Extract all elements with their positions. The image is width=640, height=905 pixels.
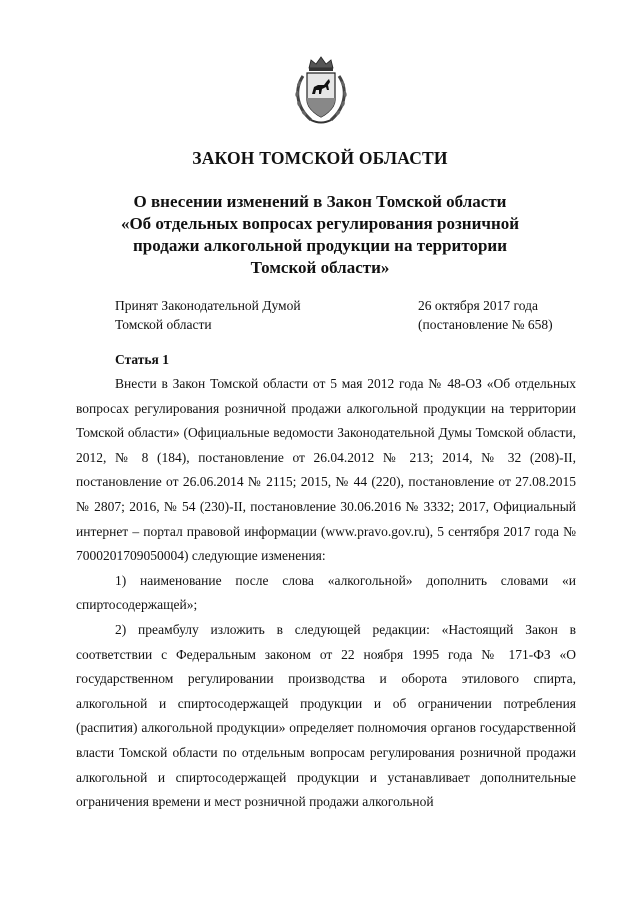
tomsk-region-coat-of-arms-icon	[291, 54, 351, 128]
paragraph: Внести в Закон Томской области от 5 мая 2012 года № 48-ОЗ «Об отдельных вопросах регулирования розничной продажи алкогольной продукции на территории Томской области» (Официальные ведомости Законодательной Думы Томской области, 2012, № 8 (184), постановление от 26.04.2012 № 213; 2014, № 32 (208)-II, постановление от 26.06.2014 № 2115; 2015, № 44 (220), постановление от 27.08.2015 № 2807; 2016, № 54 (230)-II, постановление 30.06.2016 № 3332; 2017, Официальный интернет – портал правовой информации (www.pravo.gov.ru), 5 сентября 2017 года № 7000201709050004) следующие изменения:	[76, 376, 576, 564]
subtitle-line: Томской области»	[250, 258, 390, 277]
paragraph: 1) наименование после слова «алкогольной» дополнить словами «и спиртосодержащей»;	[76, 572, 576, 613]
adopted-by-block	[115, 296, 301, 334]
article-body	[76, 372, 576, 815]
subtitle-line: продажи алкогольной продукции на территории	[132, 236, 508, 255]
subtitle-line: О внесении изменений в Закон Томской области	[133, 192, 507, 211]
resolution-number: (постановление № 658)	[418, 317, 553, 332]
subtitle-line: «Об отдельных вопросах регулирования розничной	[120, 214, 520, 233]
paragraph: 2) преамбулу изложить в следующей редакции: «Настоящий Закон в соответствии с Федеральным законом от 22 ноября 1995 года № 171-ФЗ «О государственном регулировании производства и оборота этилового спирта, алкогольной и спиртосодержащей продукции и об ограничении потребления (распития) алкогольной продукции» определяет полномочия органов государственной власти Томской области по отдельным вопросам регулирования розничной продажи алкогольной и спиртосодержащей продукции и устанавливает дополнительные ограничения времени и мест розничной продажи алкогольной	[76, 621, 576, 810]
adopted-by-line: Принят Законодательной Думой	[115, 298, 301, 313]
law-subtitle	[60, 191, 580, 279]
adopted-by-line: Томской области	[115, 317, 212, 332]
adoption-date-block	[418, 296, 553, 334]
law-title: ЗАКОН ТОМСКОЙ ОБЛАСТИ	[192, 148, 448, 168]
article-heading: Статья 1	[115, 352, 169, 367]
adoption-date: 26 октября 2017 года	[418, 298, 538, 313]
